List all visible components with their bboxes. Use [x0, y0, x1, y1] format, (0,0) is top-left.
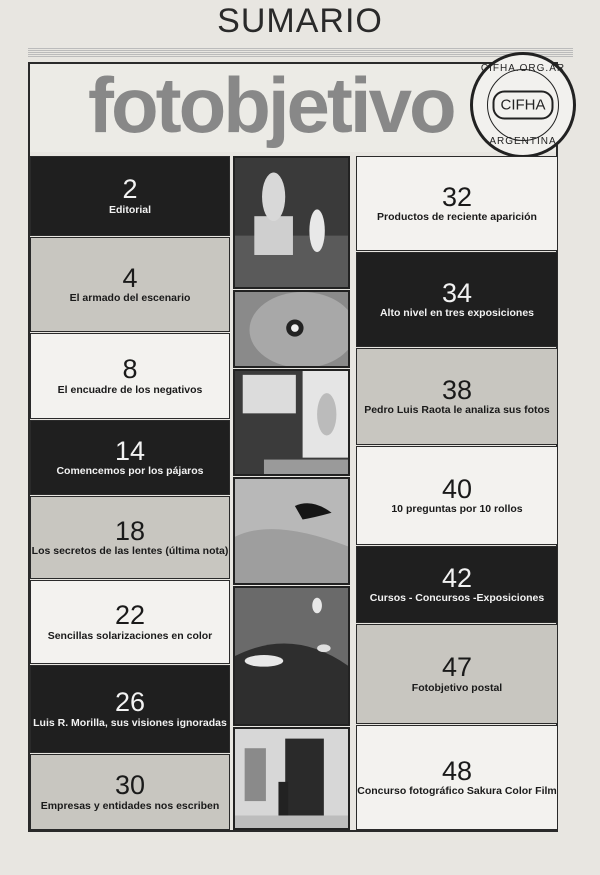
- page-number: 34: [441, 277, 473, 308]
- photo-owl: [233, 290, 350, 368]
- article-title: Cursos - Concursos -Exposiciones: [369, 592, 545, 605]
- page-number: 2: [122, 174, 138, 205]
- toc-entry-right-3[interactable]: [356, 446, 558, 545]
- page-number: 4: [122, 262, 138, 293]
- page-number: 47: [441, 652, 473, 683]
- toc-entry-left-6[interactable]: [30, 665, 230, 753]
- page-number: 48: [441, 755, 473, 786]
- toc-entry-left-3[interactable]: [30, 420, 230, 495]
- stamp-bottom-text: ARGENTINA: [489, 136, 557, 147]
- article-title: Concurso fotográfico Sakura Color Film: [357, 785, 557, 798]
- photo-child-door: [233, 369, 350, 476]
- article-title: Comencemos por los pájaros: [56, 465, 204, 478]
- toc-entry-right-2[interactable]: [356, 348, 558, 445]
- photo-bird-sky: [233, 477, 350, 585]
- article-title: Los secretos de las lentes (última nota): [31, 545, 229, 558]
- article-title: Luis R. Morilla, sus visiones ignoradas: [33, 716, 227, 729]
- article-title: Sencillas solarizaciones en color: [47, 629, 213, 642]
- photo-doorway-man: [233, 727, 350, 830]
- toc-entry-left-5[interactable]: [30, 580, 230, 664]
- stamp-center-text: CIFHA: [493, 91, 554, 120]
- page-number: 42: [441, 562, 473, 593]
- article-title: Editorial: [108, 203, 151, 216]
- article-title: El encuadre de los negativos: [57, 383, 203, 396]
- toc-entry-right-0[interactable]: [356, 156, 558, 251]
- toc-entry-left-2[interactable]: [30, 333, 230, 419]
- header-rule: [28, 48, 573, 57]
- article-title: El armado del escenario: [69, 292, 191, 305]
- toc-entry-right-4[interactable]: [356, 546, 558, 623]
- page-number: 8: [122, 354, 138, 385]
- page-number: 40: [441, 473, 473, 504]
- page-number: 26: [114, 687, 146, 718]
- toc-entry-right-6[interactable]: [356, 725, 558, 830]
- photo-birds-rocks: [233, 586, 350, 726]
- toc-entry-right-1[interactable]: [356, 252, 558, 347]
- page-title: SUMARIO: [217, 2, 383, 40]
- article-title: Empresas y entidades nos escriben: [40, 799, 220, 812]
- toc-entry-left-0[interactable]: [30, 156, 230, 236]
- magazine-logo: fotobjetivo: [88, 61, 454, 149]
- page-number: 38: [441, 374, 473, 405]
- page-number: 14: [114, 435, 146, 466]
- article-title: Pedro Luis Raota le analiza sus fotos: [364, 404, 550, 417]
- article-title: Alto nivel en tres exposiciones: [379, 307, 535, 320]
- archive-stamp: [470, 52, 576, 158]
- stamp-top-text: CIFHA.ORG.AR: [480, 63, 566, 74]
- toc-entry-left-7[interactable]: [30, 754, 230, 830]
- page-number: 30: [114, 770, 146, 801]
- article-title: Fotobjetivo postal: [411, 681, 503, 694]
- toc-entry-right-5[interactable]: [356, 624, 558, 724]
- page-number: 32: [441, 181, 473, 212]
- page-number: 22: [114, 600, 146, 631]
- photo-statue-girl: [233, 156, 350, 289]
- article-title: 10 preguntas por 10 rollos: [391, 503, 523, 516]
- article-title: Productos de reciente aparición: [377, 211, 537, 224]
- page-number: 18: [114, 515, 146, 546]
- toc-entry-left-4[interactable]: [30, 496, 230, 579]
- toc-entry-left-1[interactable]: [30, 237, 230, 332]
